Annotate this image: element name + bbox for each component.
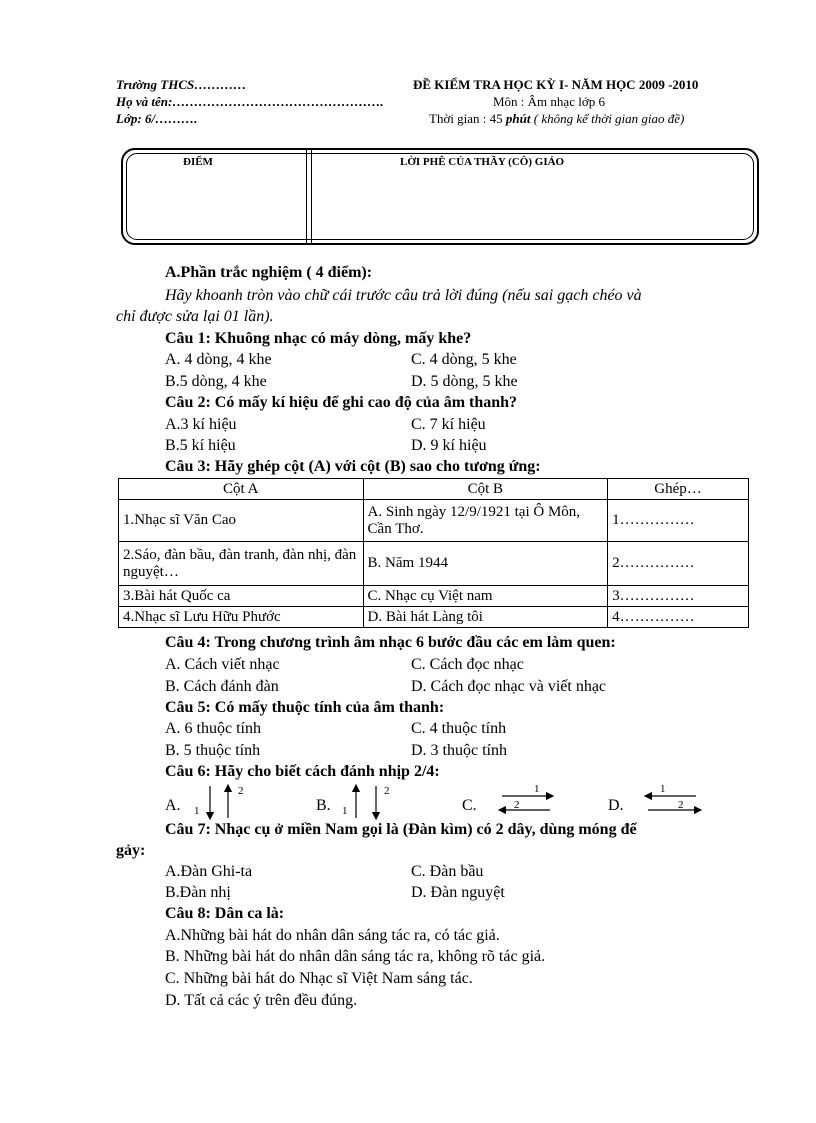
school-field: Trường THCS………… xyxy=(116,77,247,92)
section-a-title: A.Phần trắc nghiệm ( 4 điểm): xyxy=(165,264,373,281)
q1-option-a[interactable]: A. 4 dòng, 4 khe xyxy=(165,351,272,368)
table-row xyxy=(119,542,749,586)
subject: Môn : Âm nhạc lớp 6 xyxy=(493,94,605,109)
beat-label: 2 xyxy=(384,785,390,797)
q2-option-d[interactable]: D. 9 kí hiệu xyxy=(411,437,487,454)
class-field: Lớp: 6/………. xyxy=(116,111,198,126)
cell-b: B. Năm 1944 xyxy=(363,542,608,586)
cell-b: D. Bài hát Làng tôi xyxy=(363,607,608,628)
comment-label: LỜI PHÊ CỦA THẦY (CÔ) GIÁO xyxy=(400,156,565,168)
match-blank[interactable]: 3…………… xyxy=(608,586,749,607)
box-divider xyxy=(306,150,312,243)
q2-option-c[interactable]: C. 7 kí hiệu xyxy=(411,416,486,433)
beat-label: 2 xyxy=(514,799,520,811)
table-row xyxy=(119,586,749,607)
q7-option-d[interactable]: D. Đàn nguyệt xyxy=(411,884,505,901)
beat-label: 2 xyxy=(238,785,244,797)
q5-option-c[interactable]: C. 4 thuộc tính xyxy=(411,720,507,737)
q7-title-cont: gảy: xyxy=(116,842,146,859)
q7-title: Câu 7: Nhạc cụ ở miền Nam gọi là (Đàn kìm) có 2 dây, dùng móng để xyxy=(165,821,637,838)
q1-option-c[interactable]: C. 4 dòng, 5 khe xyxy=(411,351,517,368)
name-field: Họ và tên:…………………………………………. xyxy=(116,94,384,109)
q7-option-a[interactable]: A.Đàn Ghi-ta xyxy=(165,863,253,880)
cell-b: C. Nhạc cụ Việt nam xyxy=(363,586,608,607)
q4-option-a[interactable]: A. Cách viết nhạc xyxy=(165,656,280,673)
beat-diagram-b xyxy=(330,780,410,822)
header-col-a: Cột A xyxy=(119,479,364,500)
matching-table xyxy=(118,478,749,628)
q7-option-c[interactable]: C. Đàn bầu xyxy=(411,863,484,880)
q5-option-d[interactable]: D. 3 thuộc tính xyxy=(411,742,507,759)
q8-option-d[interactable]: D. Tất cả các ý trên đều đúng. xyxy=(165,992,358,1009)
q8-title: Câu 8: Dân ca là: xyxy=(165,905,285,922)
table-row xyxy=(119,607,749,628)
q3-title: Câu 3: Hãy ghép cột (A) với cột (B) sao cho tương ứng: xyxy=(165,458,541,475)
q4-option-d[interactable]: D. Cách đọc nhạc và viết nhạc xyxy=(411,678,607,695)
q4-title: Câu 4: Trong chương trình âm nhạc 6 bước đầu các em làm quen: xyxy=(165,634,616,651)
q6-option-c[interactable]: C. xyxy=(462,797,477,814)
beat-diagram-a xyxy=(180,780,260,822)
q8-option-a[interactable]: A.Những bài hát do nhân dân sáng tác ra, có tác giả. xyxy=(165,927,500,944)
cell-a: 4.Nhạc sĩ Lưu Hữu Phước xyxy=(119,607,364,628)
beat-diagram-c xyxy=(490,780,570,822)
q7-option-b[interactable]: B.Đàn nhị xyxy=(165,884,231,901)
beat-label: 2 xyxy=(678,799,684,811)
q1-option-d[interactable]: D. 5 dòng, 5 khe xyxy=(411,373,518,390)
beat-label: 1 xyxy=(534,783,540,795)
score-label: ĐIỂM xyxy=(183,156,213,168)
q1-option-b[interactable]: B.5 dòng, 4 khe xyxy=(165,373,267,390)
header-col-match: Ghép… xyxy=(608,479,749,500)
q2-option-b[interactable]: B.5 kí hiệu xyxy=(165,437,236,454)
q6-option-d[interactable]: D. xyxy=(608,797,624,814)
table-row xyxy=(119,500,749,542)
match-blank[interactable]: 1…………… xyxy=(608,500,749,542)
header-col-b: Cột B xyxy=(363,479,608,500)
beat-diagram-d xyxy=(638,780,718,822)
q6-option-b[interactable]: B. xyxy=(316,797,331,814)
table-header-row xyxy=(119,479,749,500)
instruction-line-2: chỉ được sửa lại 01 lần). xyxy=(116,308,274,325)
cell-a: 1.Nhạc sĩ Văn Cao xyxy=(119,500,364,542)
exam-time: Thời gian : 45 phút ( không kể thời gian giao đề) xyxy=(429,111,685,126)
q6-option-a[interactable]: A. xyxy=(165,797,181,814)
q8-option-c[interactable]: C. Những bài hát do Nhạc sĩ Việt Nam sáng tác. xyxy=(165,970,473,987)
q8-option-b[interactable]: B. Những bài hát do nhân dân sáng tác ra, không rõ tác giả. xyxy=(165,948,546,965)
cell-a: 3.Bài hát Quốc ca xyxy=(119,586,364,607)
score-comment-box xyxy=(121,148,759,245)
q6-title: Câu 6: Hãy cho biết cách đánh nhịp 2/4: xyxy=(165,763,440,780)
q2-title: Câu 2: Có mấy kí hiệu để ghi cao độ của âm thanh? xyxy=(165,394,518,411)
instruction-line-1: Hãy khoanh tròn vào chữ cái trước câu trả lời đúng (nếu sai gạch chéo và xyxy=(165,287,642,304)
q4-option-c[interactable]: C. Cách đọc nhạc xyxy=(411,656,524,673)
q1-title: Câu 1: Khuông nhạc có máy dòng, mấy khe? xyxy=(165,330,472,347)
q2-option-a[interactable]: A.3 kí hiệu xyxy=(165,416,237,433)
cell-b: A. Sinh ngày 12/9/1921 tại Ô Môn, Cần Thơ. xyxy=(363,500,608,542)
beat-label: 1 xyxy=(342,805,348,817)
q5-option-a[interactable]: A. 6 thuộc tính xyxy=(165,720,261,737)
match-blank[interactable]: 4…………… xyxy=(608,607,749,628)
q5-title: Câu 5: Có mấy thuộc tính của âm thanh: xyxy=(165,699,445,716)
exam-title: ĐỀ KIỂM TRA HỌC KỲ I- NĂM HỌC 2009 -2010 xyxy=(413,77,699,92)
q5-option-b[interactable]: B. 5 thuộc tính xyxy=(165,742,261,759)
beat-label: 1 xyxy=(660,783,666,795)
cell-a: 2.Sáo, đàn bầu, đàn tranh, đàn nhị, đàn nguyệt… xyxy=(119,542,364,586)
q4-option-b[interactable]: B. Cách đánh đàn xyxy=(165,678,279,695)
match-blank[interactable]: 2…………… xyxy=(608,542,749,586)
beat-label: 1 xyxy=(194,805,200,817)
